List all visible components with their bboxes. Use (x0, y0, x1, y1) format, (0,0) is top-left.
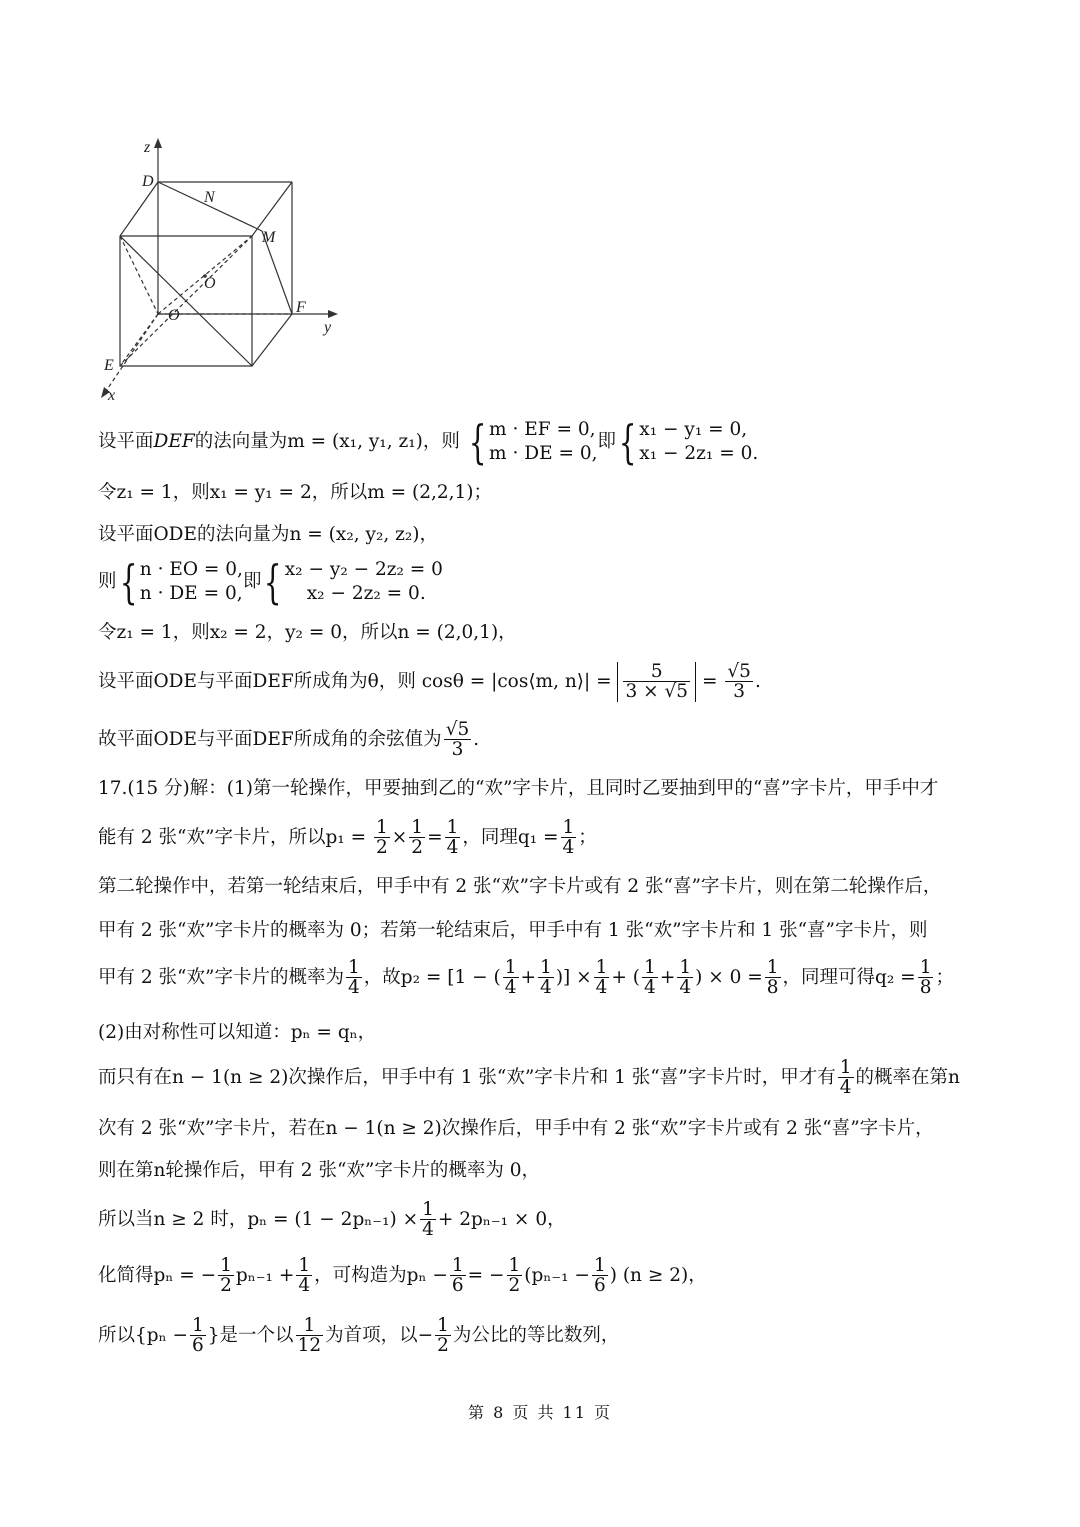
text: ，同理可得q₂ = (782, 966, 916, 988)
fraction-numerator: 1 (446, 817, 459, 838)
fraction-numerator: 1 (839, 1057, 852, 1078)
fraction-numerator: 1 (298, 1255, 311, 1276)
fraction-denominator: 4 (839, 1077, 852, 1099)
label-D: D (142, 173, 154, 190)
fraction-numerator: 1 (644, 957, 656, 978)
fraction-numerator: 1 (347, 957, 360, 978)
text: 的法向量为 (194, 431, 288, 453)
fraction-numerator: 1 (540, 957, 552, 978)
fraction-denominator: 4 (504, 977, 517, 999)
text: × (391, 826, 408, 848)
fraction-denominator: 6 (451, 1275, 464, 1297)
fraction-denominator: 4 (595, 977, 608, 999)
fraction-numerator: 1 (411, 817, 424, 838)
fraction-numerator: 1 (451, 1255, 464, 1276)
text: pₙ₋₁ + (235, 1264, 295, 1286)
line-15: 次有 2 张“欢”字卡片，若在n − 1(n ≥ 2)次操作后，甲手中有 2 张“欢”字卡片或有 2 张“喜”字卡片， (98, 1118, 934, 1139)
fraction-denominator: 2 (437, 1335, 449, 1357)
fraction-denominator: 12 (297, 1335, 322, 1357)
line-7 (98, 720, 479, 760)
fraction-denominator: 3 (451, 739, 464, 761)
math: m = (x₁, y₁, z₁)，则 (287, 431, 460, 453)
fraction-numerator: 1 (562, 817, 575, 838)
line-5: 令z₁ = 1，则x₂ = 2，y₂ = 0，所以n = (2,0,1)， (98, 622, 517, 643)
text: + (659, 966, 676, 988)
text: ，故p₂ = [1 − ( (363, 966, 501, 988)
text: = (701, 670, 718, 692)
line-3: 设平面ODE的法向量为n = (x₂, y₂, z₂)， (98, 524, 439, 545)
text: ，可构造为pₙ − (314, 1264, 448, 1286)
text: 甲有 2 张“欢”字卡片的概率为 (98, 966, 344, 988)
line-2: 令z₁ = 1，则x₁ = y₁ = 2，所以m = (2,2,1)； (98, 482, 493, 503)
fraction-numerator: 1 (919, 957, 932, 978)
line-1: 设平面DEF的法向量为m = (x₁, y₁, z₁)，则 { m · EF = 0, m · DE = 0, 即{ x₁ − y₁ = 0, x₁ − 2z₁ = 0. (98, 415, 759, 470)
text: 为公比的等比数列， (452, 1324, 620, 1346)
line-10: 第二轮操作中，若第一轮结束后，甲手中有 2 张“欢”字卡片或有 2 张“喜”字卡片，则在第二轮操作后， (98, 876, 942, 897)
text: 设平面ODE与平面DEF所成角为θ，则 cosθ = |cos⟨m, n⟩| = (98, 670, 612, 692)
line-8: 17.(15 分)解：(1)第一轮操作，甲要抽到乙的“欢”字卡片，且同时乙要抽到甲的“喜”字卡片，甲手中才 (98, 778, 939, 799)
fraction-denominator: 4 (644, 977, 656, 999)
math: x₂ − y₂ − 2z₂ = 0 (284, 559, 443, 580)
fraction-numerator: 1 (220, 1255, 232, 1276)
fraction-numerator: 1 (508, 1255, 521, 1276)
text: 即 (242, 571, 262, 593)
text: + ( (611, 966, 641, 988)
fraction-denominator: 4 (540, 977, 552, 999)
line-19 (98, 1316, 619, 1356)
fraction-numerator: 1 (593, 1255, 606, 1276)
fraction-denominator: 2 (508, 1275, 521, 1297)
line-16: 则在第n轮操作后，甲有 2 张“欢”字卡片的概率为 0， (98, 1160, 541, 1181)
fraction-denominator: 8 (919, 977, 932, 999)
label-N: N (204, 189, 215, 206)
line-17 (98, 1200, 566, 1240)
label-M: M (262, 229, 276, 246)
fraction-numerator: 1 (437, 1315, 449, 1336)
label-x: x (108, 387, 116, 404)
fraction-numerator: 1 (375, 817, 388, 838)
page-footer: 第 8 页 共 11 页 (468, 1403, 612, 1422)
label-z: z (144, 139, 151, 156)
fraction-denominator: 4 (679, 977, 692, 999)
text: ，同理q₁ = (462, 826, 559, 848)
fraction-numerator: 1 (595, 957, 608, 978)
text: 设平面 (98, 431, 154, 453)
text: ； (935, 966, 954, 988)
fraction-numerator: 1 (422, 1199, 434, 1220)
fraction-numerator: 1 (679, 957, 692, 978)
fraction-numerator: 1 (296, 1316, 324, 1336)
text: 则 (98, 571, 117, 593)
fraction-numerator: 1 (504, 957, 517, 978)
text: 所以{pₙ − (98, 1324, 188, 1346)
label-E: E (104, 357, 114, 374)
fraction-numerator: √5 (445, 719, 470, 740)
line-9 (98, 818, 597, 858)
fraction-denominator: 4 (298, 1275, 311, 1297)
text: + (520, 966, 537, 988)
fraction-numerator: 5 (623, 662, 690, 682)
fraction-denominator: 3 × √5 (625, 681, 689, 703)
text: ) (n ≥ 2)， (609, 1264, 707, 1286)
fraction-numerator: 1 (766, 957, 779, 978)
text: ； (578, 826, 597, 848)
label-y: y (324, 319, 332, 336)
fraction-denominator: 2 (411, 837, 424, 859)
fraction-denominator: 6 (192, 1335, 204, 1357)
text: = − (467, 1264, 505, 1286)
text: (pₙ₋₁ − (524, 1264, 590, 1286)
fraction-denominator: 4 (347, 977, 360, 999)
math: n · EO = 0, (139, 559, 243, 580)
cube-figure (92, 136, 352, 408)
line-18 (98, 1256, 707, 1296)
fraction-numerator: √5 (727, 661, 751, 682)
line-12 (98, 958, 954, 998)
math: x₁ − y₁ = 0, (639, 419, 748, 440)
text: . (754, 670, 761, 692)
text: 故平面ODE与平面DEF所成角的余弦值为 (98, 728, 442, 750)
text: 即 (597, 431, 616, 453)
text: = (427, 826, 443, 848)
fraction-denominator: 2 (220, 1275, 232, 1297)
text: 而只有在n − 1(n ≥ 2)次操作后，甲手中有 1 张“欢”字卡片和 1 张“喜”字卡片时，甲才有 (98, 1066, 836, 1088)
fraction-numerator: 1 (192, 1315, 204, 1336)
math: n · DE = 0, (139, 583, 243, 605)
text: )] × (555, 966, 592, 988)
text: . (473, 728, 480, 750)
line-6 (98, 662, 761, 702)
fraction-denominator: 3 (733, 681, 746, 703)
math: m · EF = 0, (489, 419, 596, 440)
math: m · DE = 0, (489, 443, 598, 465)
text: + 2pₙ₋₁ × 0， (437, 1208, 566, 1230)
text: 所以当n ≥ 2 时，pₙ = (1 − 2pₙ₋₁) × (98, 1208, 419, 1230)
text: }是一个以 (207, 1324, 294, 1346)
text: DEF (153, 431, 195, 453)
label-O: O (204, 275, 216, 292)
line-13: (2)由对称性可以知道：pₙ = qₙ， (98, 1022, 377, 1043)
math: x₂ − 2z₂ = 0. (306, 583, 426, 605)
fraction-denominator: 4 (562, 837, 575, 859)
line-11: 甲有 2 张“欢”字卡片的概率为 0；若第一轮结束后，甲手中有 1 张“欢”字卡片和 1 张“喜”字卡片，则 (98, 920, 928, 941)
line-4: 则{ n · EO = 0, n · DE = 0, 即{ x₂ − y₂ − 2z₂ = 0 x₂ − 2z₂ = 0. (98, 555, 443, 610)
fraction-denominator: 4 (422, 1219, 434, 1241)
line-14 (98, 1058, 960, 1098)
text: 能有 2 张“欢”字卡片，所以p₁ = (98, 826, 367, 848)
label-O-prime: O (168, 307, 180, 324)
fraction-denominator: 6 (593, 1275, 606, 1297)
text: 为首项，以− (325, 1324, 434, 1346)
fraction-denominator: 4 (446, 837, 459, 859)
fraction-denominator: 2 (375, 837, 388, 859)
label-F: F (296, 299, 306, 316)
text: 的概率在第n (855, 1066, 960, 1088)
fraction-denominator: 8 (766, 977, 779, 999)
text: 化简得pₙ = − (98, 1264, 217, 1286)
text: ) × 0 = (695, 966, 763, 988)
math: x₁ − 2z₁ = 0. (639, 443, 759, 465)
